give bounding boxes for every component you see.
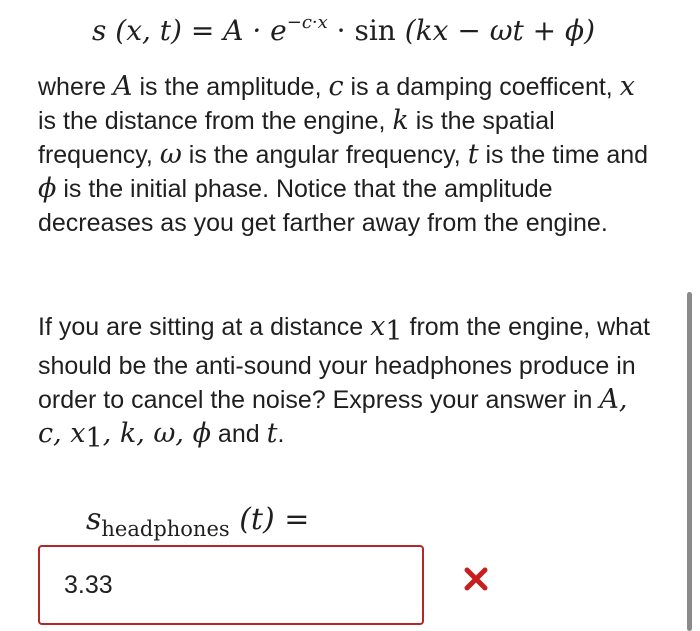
answer-input[interactable] <box>38 545 424 625</box>
text-fragment: where <box>38 73 114 101</box>
var-phi: ϕ <box>38 173 57 204</box>
answer-label-symbol: s <box>86 502 102 537</box>
text-fragment: . <box>277 420 285 448</box>
var-x1-base: x <box>370 311 386 342</box>
equation-lhs: s (x, t) <box>92 14 182 47</box>
equation-dot: · <box>327 14 355 47</box>
description-paragraph <box>38 70 658 240</box>
text-fragment: and <box>210 420 267 448</box>
text-fragment: from the engine, what should be the anti-sound your headphones produce in order to cancel the noise? Express your answer in <box>38 313 650 414</box>
text-fragment: is a damping coefficent, <box>343 73 620 101</box>
equation-equals: = <box>181 14 224 47</box>
text-fragment: is the distance from the engine, <box>38 107 393 135</box>
text-fragment: is the initial phase. Notice that the amplitude decreases as you get farther away from the engine. <box>38 175 608 237</box>
variables-part-a: A, c, x <box>38 384 628 449</box>
var-t: t <box>467 139 479 170</box>
var-x1 <box>370 311 403 347</box>
variables-part-b: , k, ω, ϕ <box>102 418 211 449</box>
var-t: t <box>266 418 278 449</box>
variables-subscript: 1 <box>85 423 103 454</box>
text-fragment: is the time and <box>478 141 649 169</box>
wave-equation <box>92 4 595 50</box>
equation-amplitude: A · e <box>223 14 287 47</box>
answer-input-value: 3.33 <box>64 570 113 599</box>
answer-label-rest: (t) = <box>229 502 310 537</box>
text-fragment: is the amplitude, <box>132 73 329 101</box>
var-omega: ω <box>159 139 182 170</box>
text-fragment: is the angular frequency, <box>181 141 468 169</box>
var-c: c <box>328 71 344 102</box>
equation-sin: sin <box>354 14 396 47</box>
var-x: x <box>619 71 635 102</box>
equation-exponent: −c·x <box>286 12 328 33</box>
text-fragment: If you are sitting at a distance <box>38 313 371 341</box>
vertical-scrollbar[interactable] <box>687 292 692 631</box>
answer-label <box>86 502 309 541</box>
answer-label-subscript: headphones <box>101 517 230 541</box>
question-paragraph <box>38 310 658 456</box>
var-A: A <box>113 71 133 102</box>
equation-argument: (kx − ωt + ϕ) <box>395 14 596 47</box>
x-mark-icon <box>463 566 489 592</box>
var-k: k <box>392 105 409 136</box>
var-x1-subscript: 1 <box>385 316 403 347</box>
text-fragment: is the spatial frequency, <box>38 107 555 169</box>
